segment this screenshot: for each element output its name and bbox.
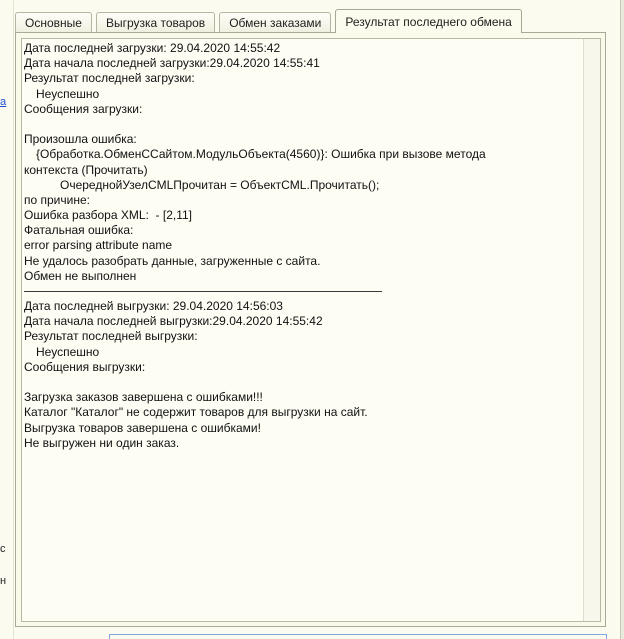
window-right-edge: [620, 0, 624, 639]
left-panel-link[interactable]: а: [0, 96, 7, 108]
log-line: Ошибка разбора XML: - [2,11]: [24, 208, 193, 223]
log-line: Обмен не выполнен: [24, 268, 137, 283]
log-line: Сообщения выгрузки:: [24, 359, 146, 374]
log-line: {Обработка.ОбменССайтом.МодульОбъекта(4560)}: Ошибка при вызове метода: [36, 147, 486, 162]
tab-last-exchange-result[interactable]: Результат последнего обмена: [335, 9, 521, 33]
tab-panel-last-exchange-result: [15, 32, 606, 627]
log-line: по причине:: [24, 192, 90, 207]
bottom-input-edge[interactable]: [109, 634, 607, 639]
log-line: Не удалось разобрать данные, загруженные с сайта.: [24, 253, 321, 268]
exchange-log-text: [24, 41, 579, 451]
tab-strip: [15, 9, 522, 33]
log-blank-line: [24, 375, 579, 390]
log-line: Результат последней выгрузки:: [24, 329, 198, 344]
log-line: Дата последней загрузки: 29.04.2020 14:55:42: [24, 41, 281, 55]
log-line: контекста (Прочитать): [24, 162, 148, 177]
log-line: ОчереднойУзелCMLПрочитан = ОбъектCML.Прочитать();: [60, 177, 380, 192]
log-line: error parsing attribute name: [24, 238, 173, 253]
tab-orders-exchange[interactable]: Обмен заказами: [219, 12, 331, 33]
left-panel-text: с: [0, 543, 6, 555]
log-scrollbar[interactable]: [583, 39, 600, 621]
log-line: Фатальная ошибка:: [24, 223, 134, 238]
log-line: Произошла ошибка:: [24, 132, 137, 147]
log-line: Дата последней выгрузки: 29.04.2020 14:56:03: [24, 299, 283, 313]
left-panel-edge: [0, 0, 14, 639]
left-panel-text: н: [0, 575, 7, 587]
log-line: Дата начала последней загрузки:29.04.2020 14:55:41: [24, 56, 320, 71]
tab-goods-export[interactable]: Выгрузка товаров: [96, 12, 215, 33]
log-line: Каталог "Каталог" не содержит товаров для выгрузки на сайт.: [24, 405, 368, 420]
log-line: Дата начала последней выгрузки:29.04.2020 14:55:42: [24, 314, 323, 329]
log-line: Результат последней загрузки:: [24, 71, 195, 86]
log-line: Выгрузка товаров завершена с ошибками!: [24, 420, 261, 435]
tab-main[interactable]: Основные: [15, 12, 92, 33]
log-line: Загрузка заказов завершена с ошибками!!!: [24, 390, 263, 405]
log-line: Неуспешно: [36, 86, 100, 101]
log-separator: [24, 291, 382, 292]
log-line: Неуспешно: [36, 344, 100, 359]
log-line: Не выгружен ни один заказ.: [24, 435, 180, 450]
exchange-log-textarea[interactable]: [21, 38, 601, 622]
log-line: Сообщения загрузки:: [24, 101, 143, 116]
log-blank-line: [24, 117, 579, 132]
